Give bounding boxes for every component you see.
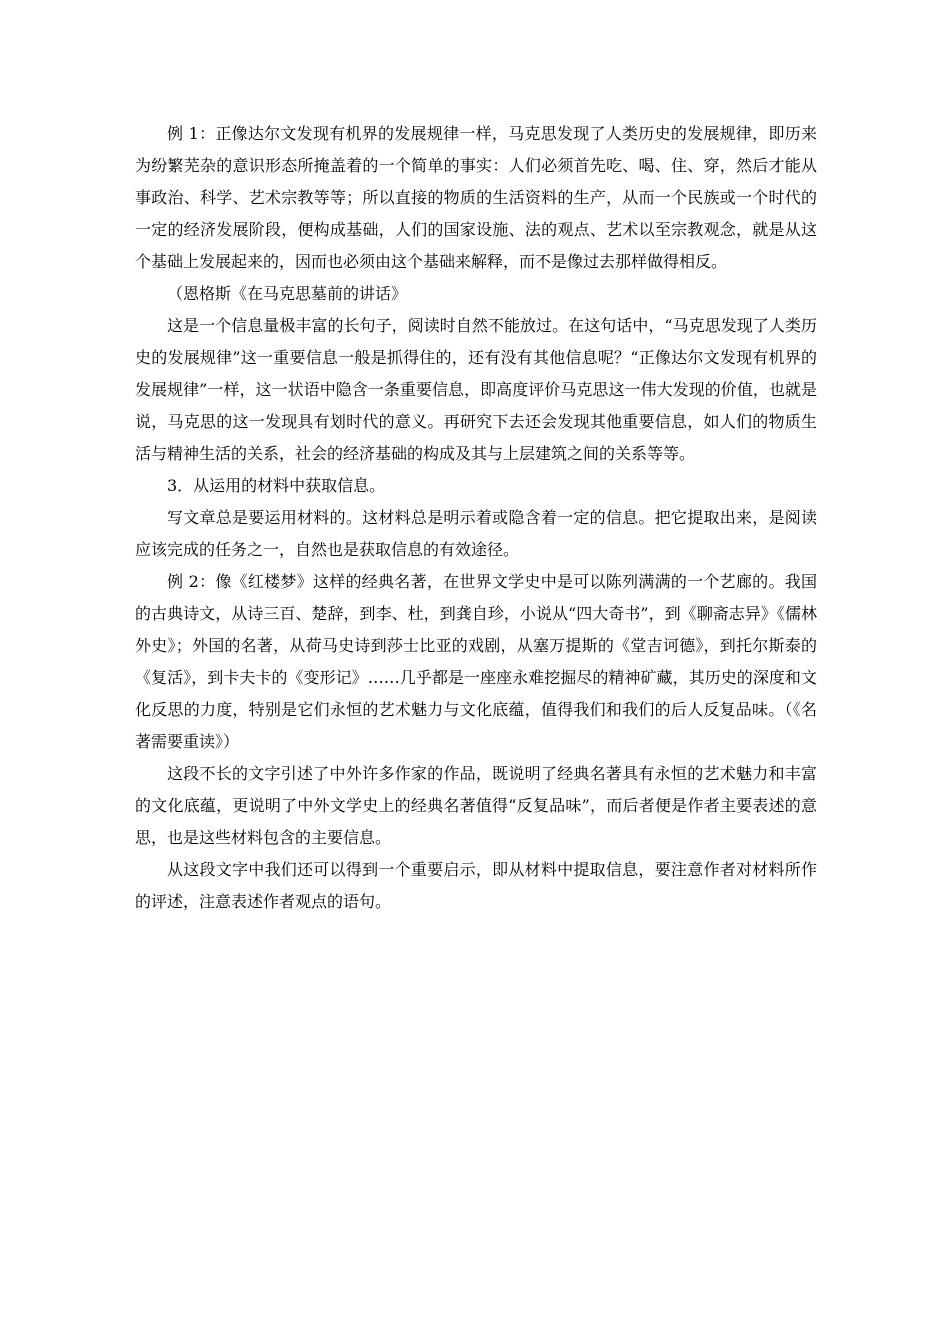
paragraph-analysis-1: 这是一个信息量极丰富的长句子，阅读时自然不能放过。在这句话中，“马克思发现了人类历史的发展规律”这一重要信息一般是抓得住的，还有没有其他信息呢？“正像达尔文发现有机界的发展规律”一样，这一状语中隐含一条重要信息，即高度评价马克思这一伟大发现的价值，也就是说，马克思的这一发现具有划时代的意义。再研究下去还会发现其他重要信息，如人们的物质生活与精神生活的关系，社会的经济基础的构成及其与上层建筑之间的关系等等。 <box>135 316 817 463</box>
paragraph-conclusion: 从这段文字中我们还可以得到一个重要启示，即从材料中提取信息，要注意作者对材料所作的评述，注意表述作者观点的语句。 <box>135 860 817 911</box>
paragraph-citation-engels: （恩格斯《在马克思墓前的讲话》 <box>167 284 408 303</box>
paragraph-analysis-2: 这段不长的文字引述了中外许多作家的作品，既说明了经典名著具有永恒的艺术魅力和丰富的文化底蕴，更说明了中外文学史上的经典名著值得“反复品味”，而后者便是作者主要表述的意思，也是这些材料包含的主要信息。 <box>135 764 817 847</box>
paragraph-intro-materials: 写文章总是要运用材料的。这材料总是明示着或隐含着一定的信息。把它提取出来，是阅读应该完成的任务之一，自然也是获取信息的有效途径。 <box>135 508 817 559</box>
document-body <box>135 118 817 918</box>
paragraph-heading-3: 3．从运用的材料中获取信息。 <box>167 476 386 495</box>
paragraph-example-2: 例 2：像《红楼梦》这样的经典名著，在世界文学史中是可以陈列满满的一个艺廊的。我国的古典诗文，从诗三百、楚辞，到李、杜，到龚自珍，小说从“四大奇书”，到《聊斋志异》《儒林外史》；外国的名著，从荷马史诗到莎士比亚的戏剧，从塞万提斯的《堂吉诃德》，到托尔斯泰的《复活》，到卡夫卡的《变形记》……几乎都是一座座永难挖掘尽的精神矿藏，其历史的深度和文化反思的力度，特别是它们永恒的艺术魅力与文化底蕴，值得我们和我们的后人反复品味。（《名著需要重读》） <box>135 572 817 751</box>
paragraph-example-1: 例 1：正像达尔文发现有机界的发展规律一样，马克思发现了人类历史的发展规律，即历来为纷繁芜杂的意识形态所掩盖着的一个简单的事实：人们必须首先吃、喝、住、穿，然后才能从事政治、科学、艺术宗教等等；所以直接的物质的生活资料的生产，从而一个民族或一个时代的一定的经济发展阶段，便构成基础，人们的国家设施、法的观点、艺术以至宗教观念，就是从这个基础上发展起来的，因而也必须由这个基础来解释，而不是像过去那样做得相反。 <box>135 124 817 271</box>
